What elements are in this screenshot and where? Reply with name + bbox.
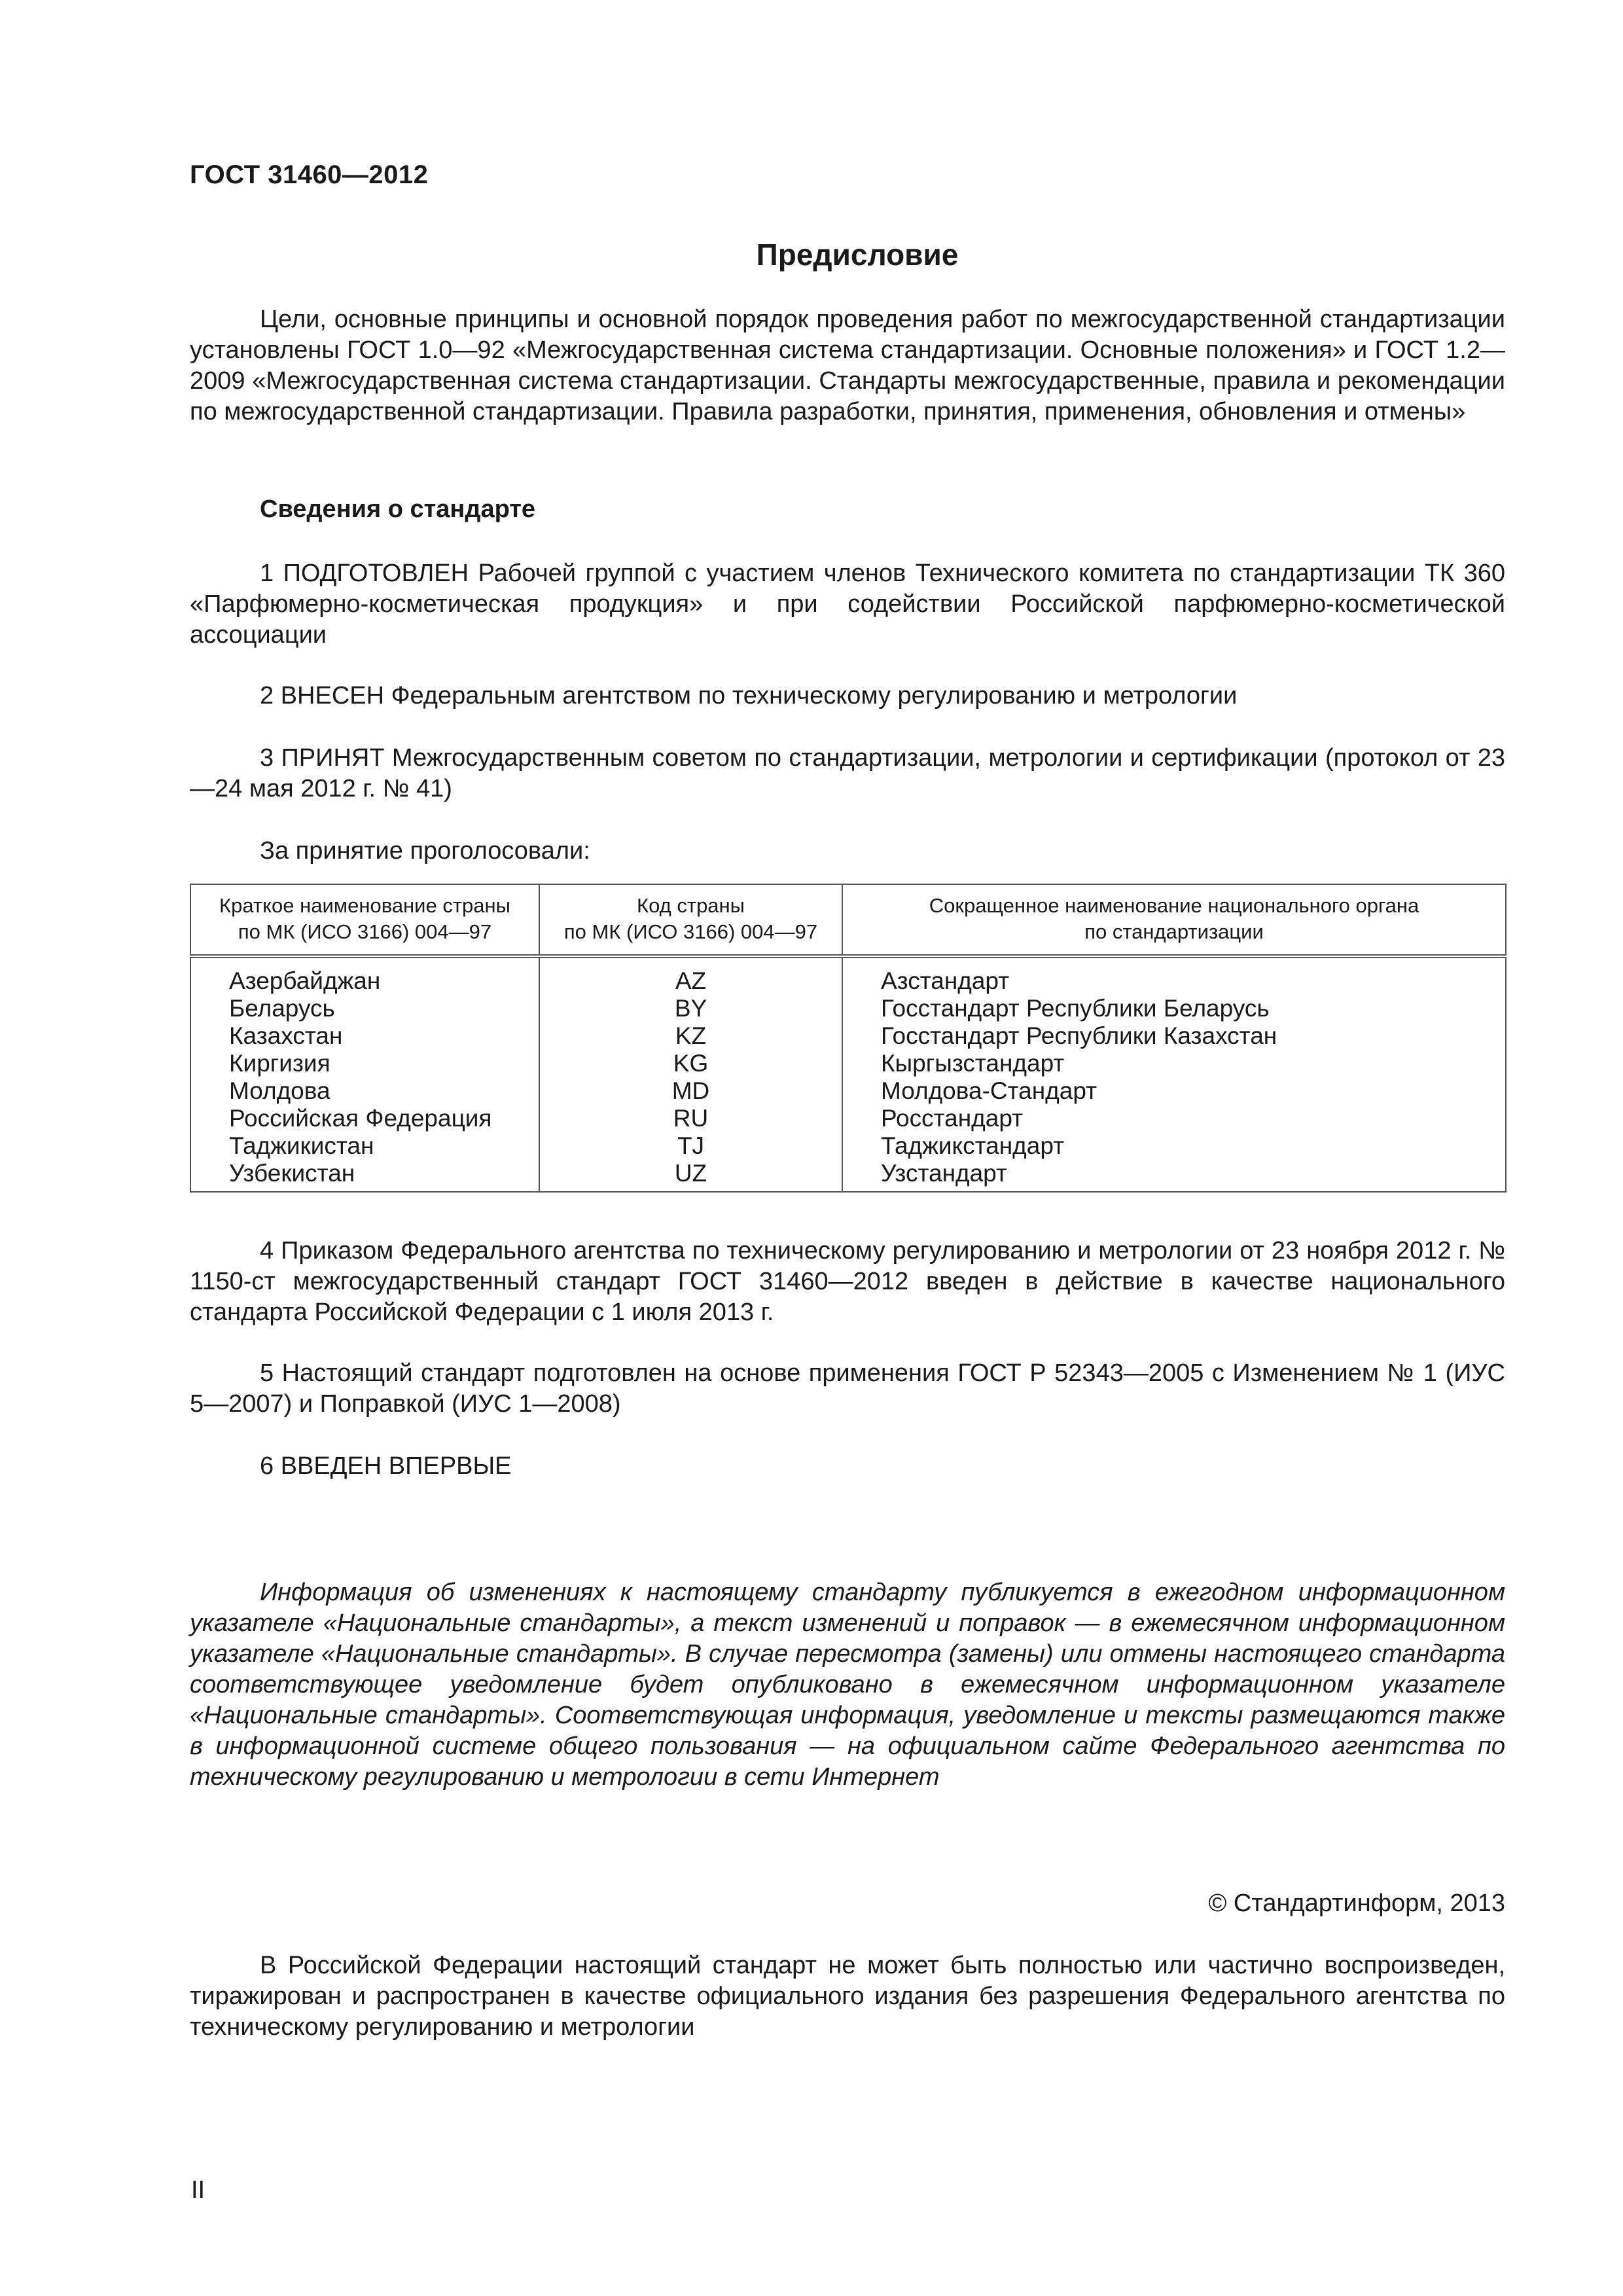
info-heading-block	[190, 494, 1505, 525]
body-cell: Кыргызстандарт	[842, 1050, 1506, 1077]
country-cell: Российская Федерация	[190, 1105, 539, 1132]
header-country-line2: по МК (ИСО 3166) 004—97	[238, 920, 492, 943]
table-row	[190, 1050, 1506, 1077]
item-1: 1 ПОДГОТОВЛЕН Рабочей группой с участием членов Технического комитета по стандартизации ТК 360 «Парфюмерно-косметическая продукция» и при содействии Российской парфюмерно-косметической ассоциации	[190, 560, 1505, 649]
page-number: II	[191, 2176, 205, 2204]
country-cell: Азербайджан	[190, 956, 539, 995]
body-cell: Узстандарт	[842, 1160, 1506, 1192]
table-row	[190, 956, 1506, 995]
item-4-block	[190, 1236, 1505, 1328]
item-1-block	[190, 558, 1505, 651]
header-code-line1: Код страны	[637, 894, 745, 917]
item-6: 6 ВВЕДЕН ВПЕРВЫЕ	[260, 1452, 512, 1480]
document-id: ГОСТ 31460—2012	[190, 160, 429, 189]
reproduction-notice: В Российской Федерации настоящий стандарт не может быть полностью или частично воспроизведен, тиражирован и распространен в качестве официального издания без разрешения Федерального агентства по техническому регулированию и метрологии	[190, 1952, 1505, 2041]
notice-paragraph: Информация об изменениях к настоящему стандарту публикуется в ежегодном информационном указателе «Национальные стандарты», а текст изменений и поправок — в ежемесячном информационном указателе «Национальные стандарты». В случае пересмотра (замены) или отмены настоящего стандарта соответствующее уведомление будет опубликовано в ежемесячном информационном указателе «Национальные стандарты». Соответствующая информация, уведомление и тексты размещаются также в информационной системе общего пользования — на официальном сайте Федерального агентства по техническому регулированию и метрологии в сети Интернет	[190, 1579, 1505, 1791]
table-row	[190, 1132, 1506, 1160]
voting-table	[190, 884, 1507, 1193]
header-country-line1: Краткое наименование страны	[219, 894, 510, 917]
country-cell: Казахстан	[190, 1022, 539, 1050]
header-code	[539, 884, 842, 956]
code-cell: MD	[539, 1077, 842, 1105]
country-cell: Киргизия	[190, 1050, 539, 1077]
info-heading: Сведения о стандарте	[260, 495, 536, 523]
header-body	[842, 884, 1506, 956]
item-4: 4 Приказом Федерального агентства по техническому регулированию и метрологии от 23 ноября 2012 г. № 1150-ст межгосударственный стандарт ГОСТ 31460—2012 введен в действие в качестве национального стандарта Российской Федерации с 1 июля 2013 г.	[190, 1237, 1505, 1326]
country-cell: Беларусь	[190, 995, 539, 1022]
header-code-line2: по МК (ИСО 3166) 004—97	[563, 920, 818, 943]
code-cell: UZ	[539, 1160, 842, 1192]
code-cell: AZ	[539, 956, 842, 995]
intro-section	[190, 304, 1505, 427]
item-2-block	[190, 681, 1505, 711]
intro-paragraph: Цели, основные принципы и основной порядок проведения работ по межгосударственной стандартизации установлены ГОСТ 1.0—92 «Межгосударственная система стандартизации. Основные положения» и ГОСТ 1.2—2009 «Межгосударственная система стандартизации. Стандарты межгосударственные, правила и рекомендации по межгосударственной стандартизации. Правила разработки, принятия, применения, обновления и отмены»	[190, 306, 1505, 425]
body-cell: Азстандарт	[842, 956, 1506, 995]
table-header-row	[190, 884, 1506, 956]
body-cell: Таджикстандарт	[842, 1132, 1506, 1160]
table-row	[190, 1160, 1506, 1192]
code-cell: KG	[539, 1050, 842, 1077]
vote-intro: За принятие проголосовали:	[260, 837, 590, 865]
header-body-line2: по стандартизации	[1084, 920, 1264, 943]
country-cell: Узбекистан	[190, 1160, 539, 1192]
body-cell: Молдова-Стандарт	[842, 1077, 1506, 1105]
reproduction-block	[190, 1950, 1505, 2043]
notice-block	[190, 1577, 1505, 1793]
vote-intro-block	[190, 836, 1505, 867]
table-row	[190, 995, 1506, 1022]
copyright: © Стандартинформ, 2013	[1208, 1890, 1505, 1917]
code-cell: KZ	[539, 1022, 842, 1050]
body-cell: Госстандарт Республики Казахстан	[842, 1022, 1506, 1050]
item-6-block	[190, 1451, 1505, 1482]
header-country	[190, 884, 539, 956]
header-body-line1: Сокращенное наименование национального органа	[929, 894, 1419, 917]
country-cell: Молдова	[190, 1077, 539, 1105]
body-cell: Госстандарт Республики Беларусь	[842, 995, 1506, 1022]
item-5-block	[190, 1358, 1505, 1420]
page-title: Предисловие	[756, 238, 959, 272]
item-2: 2 ВНЕСЕН Федеральным агентством по техническому регулированию и метрологии	[260, 682, 1238, 709]
table-row	[190, 1077, 1506, 1105]
item-3-block	[190, 743, 1505, 804]
copyright-block	[190, 1888, 1505, 1919]
code-cell: TJ	[539, 1132, 842, 1160]
table-row	[190, 1105, 1506, 1132]
table-row	[190, 1022, 1506, 1050]
body-cell: Росстандарт	[842, 1105, 1506, 1132]
country-cell: Таджикистан	[190, 1132, 539, 1160]
code-cell: BY	[539, 995, 842, 1022]
code-cell: RU	[539, 1105, 842, 1132]
item-5: 5 Настоящий стандарт подготовлен на основе применения ГОСТ Р 52343—2005 с Изменением № 1 (ИУС 5—2007) и Поправкой (ИУС 1—2008)	[190, 1359, 1505, 1418]
item-3: 3 ПРИНЯТ Межгосударственным советом по стандартизации, метрологии и сертификации (протокол от 23—24 мая 2012 г. № 41)	[190, 744, 1505, 802]
